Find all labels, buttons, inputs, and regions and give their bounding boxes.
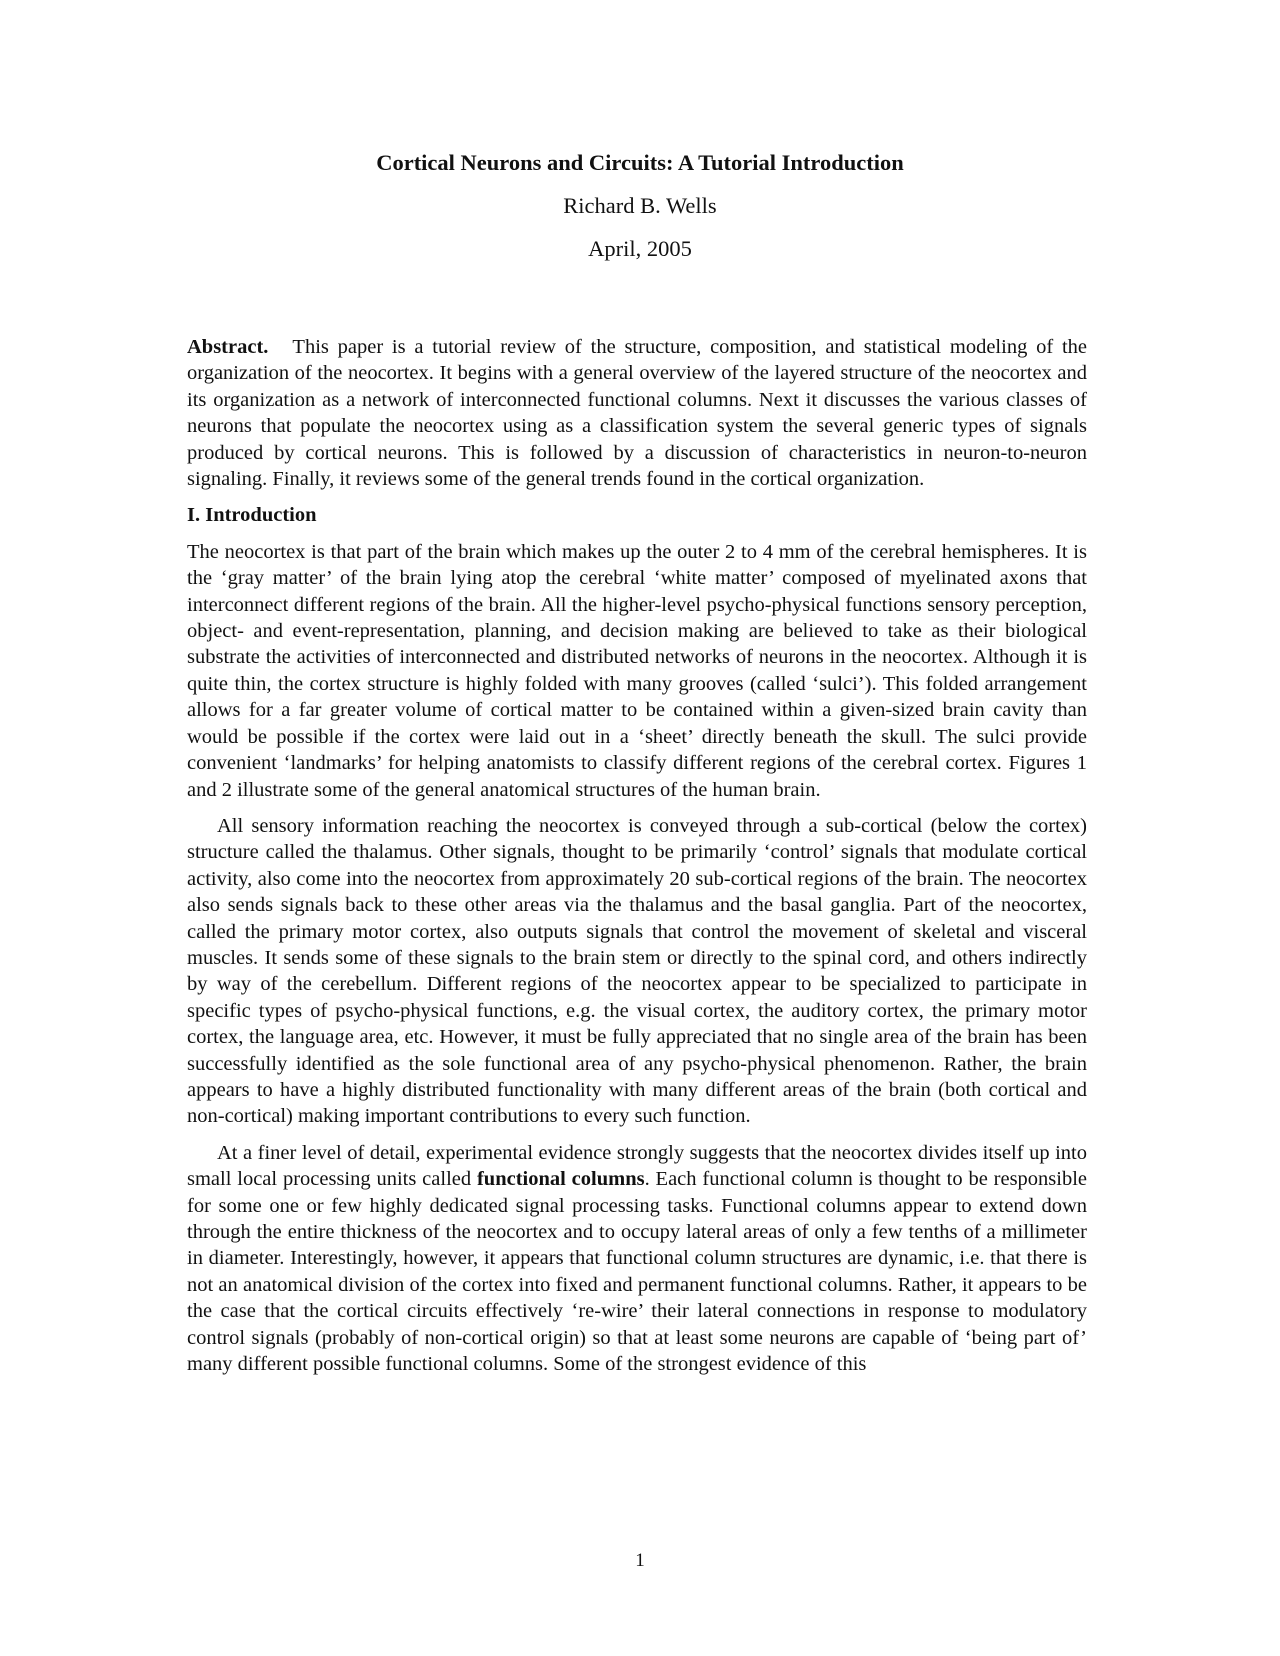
intro-paragraph-2: All sensory information reaching the neocortex is conveyed through a sub-cortical (below the cortex) structure called the thalamus. Other signals, thought to be primarily ‘control’ signals that modulate cortical activity, also come into the neocortex from approximately 20 sub-cortical regions of the brain. The neocortex also sends signals back to these other areas via the thalamus and the basal ganglia. Part of the neocortex, called the primary motor cortex, also outputs signals that control the movement of skeletal and visceral muscles. It sends some of these signals to the brain stem or directly to the spinal cord, and others indirectly by way of the cerebellum. Different regions of the neocortex appear to be specialized to participate in specific types of psycho-physical functions, e.g. the visual cortex, the auditory cortex, the primary motor cortex, the language area, etc. However, it must be fully appreciated that no single area of the brain has been successfully identified as the sole functional area of any psycho-physical phenomenon. Rather, the brain appears to have a highly distributed functionality with many different areas of the brain (both cortical and non-cortical) making important contributions to every such function. [187, 814, 1087, 1128]
abstract-label: Abstract. [187, 336, 269, 358]
paper-author: Richard B. Wells [563, 193, 717, 218]
section-heading-introduction: I. Introduction [187, 504, 317, 527]
paper-date: April, 2005 [588, 236, 692, 261]
paper-body [187, 334, 1087, 1387]
functional-columns-term: functional columns [476, 1168, 645, 1191]
paper-title: Cortical Neurons and Circuits: A Tutorial Introduction [376, 150, 904, 175]
paragraph3-start: At a finer level of detail, experimental evidence strongly suggests that the neocortex divides itself up into small local processing units called [187, 1141, 1087, 1191]
paragraph3-end: . Each functional column is thought to be responsible for some one or few highly dedicated signal processing tasks. Functional columns appear to extend down through the entire thickness of the neocortex and to occupy lateral areas of only a few tenths of a millimeter in diameter. Interestingly, however, it appears that functional column structures are dynamic, i.e. that there is not an anatomical division of the cortex into fixed and permanent functional columns. Rather, it appears to be the case that the cortical circuits effectively ‘re-wire’ their lateral connections in response to modulatory control signals (probably of non-cortical origin) so that at least some neurons are capable of ‘being part of’ many different possible functional columns. Some of the strongest evidence of this [187, 1168, 1088, 1376]
intro-paragraph-1: The neocortex is that part of the brain which makes up the outer 2 to 4 mm of the cerebral hemispheres. It is the ‘gray matter’ of the brain lying atop the cerebral ‘white matter’ composed of myelinated axons that interconnect different regions of the brain. All the higher-level psycho-physical functions sensory perception, object- and event-representation, planning, and decision making are believed to take as their biological substrate the activities of interconnected and distributed networks of neurons in the neocortex. Although it is quite thin, the cortex structure is highly folded with many grooves (called ‘sulci’). This folded arrangement allows for a far greater volume of cortical matter to be contained within a given-sized brain cavity than would be possible if the cortex were laid out in a ‘sheet’ directly beneath the skull. The sulci provide convenient ‘landmarks’ for helping anatomists to classify different regions of the cerebral cortex. Figures 1 and 2 illustrate some of the general anatomical structures of the human brain. [187, 540, 1087, 801]
intro-paragraph-3 [187, 1140, 1087, 1378]
abstract-paragraph [187, 334, 1087, 492]
page-number: 1 [635, 1550, 645, 1571]
abstract-text: This paper is a tutorial review of the structure, composition, and statistical modeling of the organization of the neocortex. It begins with a general overview of the layered structure of the neocortex and its organization as a network of interconnected functional columns. Next it discusses the various classes of neurons that populate the neocortex using as a classification system the several generic types of signals produced by cortical neurons. This is followed by a discussion of characteristics in neuron-to-neuron signaling. Finally, it reviews some of the general trends found in the cortical organization. [187, 336, 1087, 491]
